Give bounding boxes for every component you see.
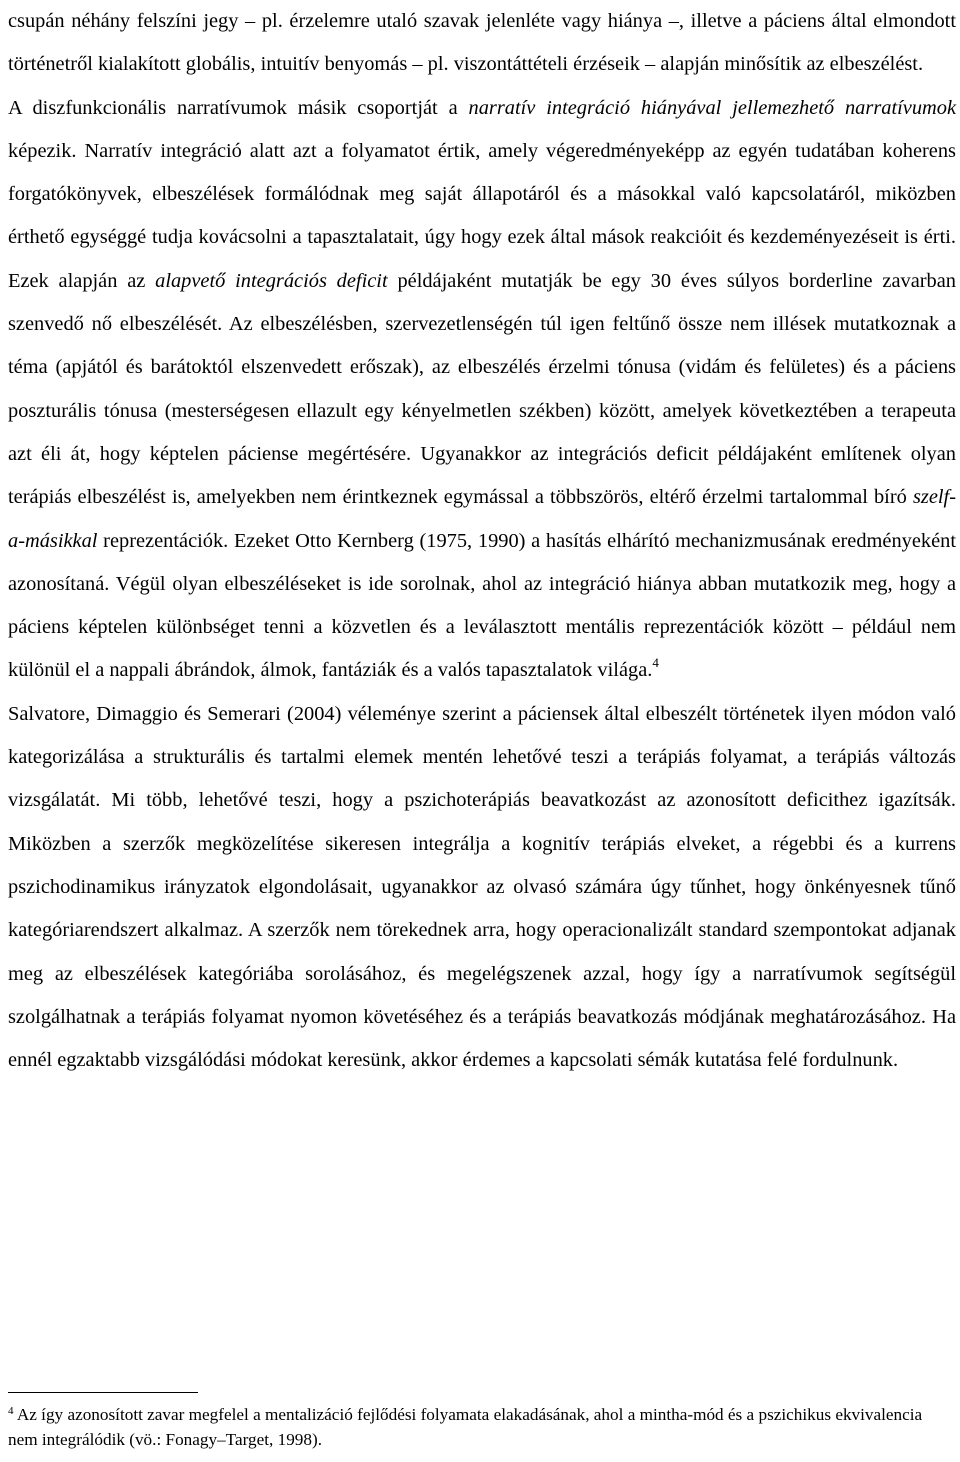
paragraph-narrative-integration (8, 87, 956, 693)
body-text (8, 0, 956, 1082)
paragraph-text: Salvatore, Dimaggio és Semerari (2004) véleménye szerint a páciensek által elbeszélt történetek ilyen módon való kategorizálása a strukturális és tartalmi elemek mentén lehetővé teszi a terápiás folyamat, a terápiás változás vizsgálatát. Mi több, lehetővé teszi, hogy a pszichoterápiás beavatkozást az azonosított deficithez igazítsák. Miközben a szerzők megközelítése sikeresen integrálja a kognitív terápiás elveket, a régebbi és a kurrens pszichodinamikus irányzatok elgondolásait, ugyanakkor az olvasó számára úgy tűnhet, hogy önkényesnek tűnő kategóriarendszert alkalmaz. A szerzők nem törekednek arra, hogy operacionalizált standard szempontokat adjanak meg az elbeszélések kategóriába sorolásához, és megelégszenek azzal, hogy így a narratívumok segítségül szolgálhatnak a terápiás folyamat nyomon követéséhez és a terápiás beavatkozás módjának meghatározásához. Ha ennél egzaktabb vizsgálódási módokat keresünk, akkor érdemes a kapcsolati sémák kutatása felé fordulnunk. (8, 702, 956, 1072)
paragraph-text: példájaként mutatják be egy 30 éves súlyos borderline zavarban szenvedő nő elbeszélését. Az elbeszélésben, szervezetlenségén túl igen feltűnő össze nem illések mutatkoznak a téma (apjától és barátoktól elszenvedett erőszak), az elbeszélés érzelmi tónusa (vidám és felületes) és a páciens poszturális tónusa (mesterségesen ellazult egy kényelmetlen székben) között, amelyek következtében a terapeuta azt éli át, hogy képtelen páciense megértésére. Ugyanakkor az integrációs deficit példájaként említenek olyan terápiás elbeszélést is, amelyekben nem érintkeznek egymással a többszörös, eltérő érzelmi tartalommal bíró (8, 269, 956, 509)
italic-term: szelf-a-másikkal (8, 486, 956, 552)
footnote-divider (8, 1392, 198, 1393)
paragraph-text: A diszfunkcionális narratívumok másik csoportját a (8, 96, 469, 119)
italic-term: alapvető integrációs deficit (155, 269, 388, 292)
paragraph-continuation (8, 0, 956, 87)
paragraph-text: reprezentációk. Ezeket Otto Kernberg (1975, 1990) a hasítás elhárító mechanizmusának eredményeként azonosítaná. Végül olyan elbeszéléseket is ide sorolnak, ahol az integráció hiánya abban mutatkozik meg, hogy a páciens képtelen különbséget tenni a közvetlen és a leválasztott mentális reprezentációk között – például nem különül el a nappali ábrándok, álmok, fantáziák és a valós tapasztalatok világa. (8, 529, 956, 682)
footnote (8, 1402, 956, 1452)
italic-term: narratív integráció hiányával jellemezhető narratívumok (468, 96, 956, 119)
paragraph-text: képezik. Narratív integráció alatt azt a folyamatot értik, amely végeredményeképp az egyén tudatában koherens forgatókönyvek, elbeszélések formálódnak meg saját állapotáról és a másokkal való kapcsolatáról, miközben érthető egységgé tudja kovácsolni a tapasztalatait, úgy hogy ezek által mások reakcióit és kezdeményezéseit is érti. Ezek alapján az (8, 139, 956, 292)
footnote-reference[interactable]: 4 (652, 655, 659, 671)
paragraph-salvatore (8, 693, 956, 1083)
document-page (8, 0, 956, 1449)
paragraph-text: csupán néhány felszíni jegy – pl. érzelemre utaló szavak jelenléte vagy hiánya –, illetve a páciens által elmondott történetről kialakított globális, intuitív benyomás – pl. viszontáttételi érzéseik – alapján minősítik az elbeszélést. (8, 10, 956, 76)
footnote-text: Az így azonosított zavar megfelel a mentalizáció fejlődési folyamata elakadásának, ahol a mintha-mód és a pszichikus ekvivalencia nem integrálódik (vö.: Fonagy–Target, 1998). (8, 1405, 923, 1449)
footnote-number: 4 (8, 1405, 14, 1417)
